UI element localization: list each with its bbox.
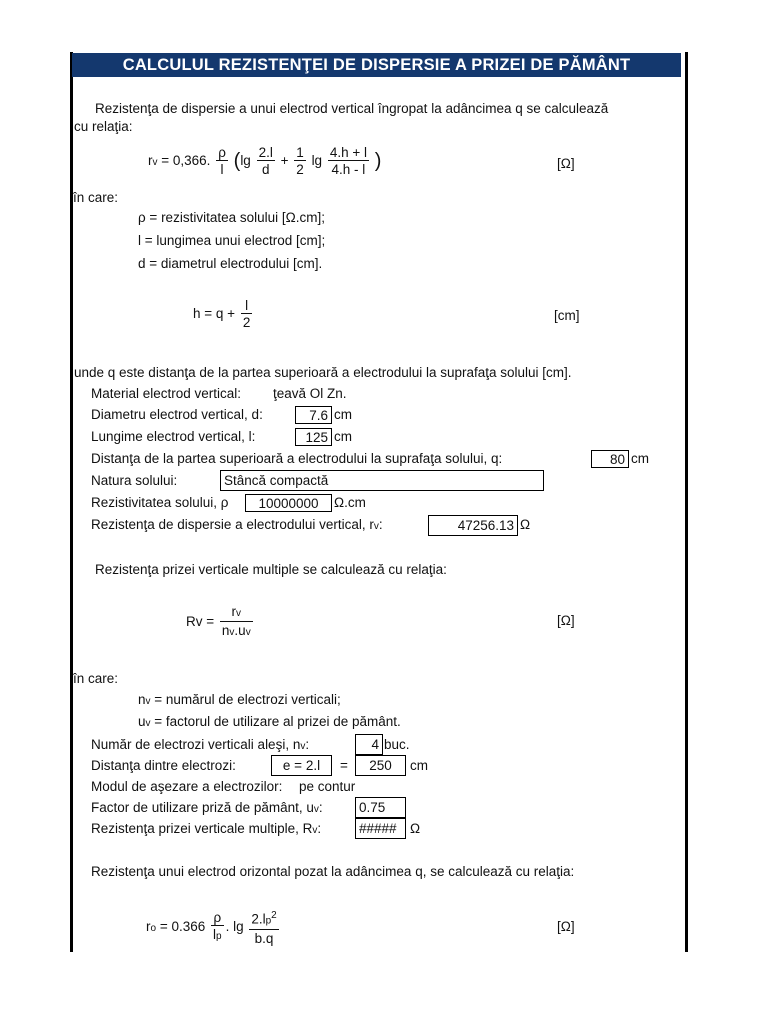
unde-text: unde q este distanţa de la partea superioară a electrodului la suprafaţa solului [cm].	[74, 365, 572, 380]
electrode-count-input[interactable]: 4	[355, 734, 383, 755]
length-input[interactable]: 125	[295, 428, 332, 446]
material-value: ţeavă Ol Zn.	[273, 386, 347, 401]
length-unit: cm	[334, 429, 352, 444]
electrode-count-unit: buc.	[384, 737, 410, 752]
intro-text-1: Rezistenţa de dispersie a unui electrod vertical îngropat la adâncimea q se calculează	[95, 101, 609, 116]
intro-text-2: cu relaţia:	[74, 119, 133, 134]
rv-result: 47256.13	[428, 515, 518, 536]
rv-unit: Ω	[520, 517, 531, 532]
formula-rv: rv = 0,366. $\frac{\rho}{l}$ (lg $\frac{2.l}{d}$ + $\frac{1}{2}$ lg $\frac{4.h + l}{4.h - l}$ )	[148, 145, 382, 177]
depth-input[interactable]: 80	[591, 450, 629, 468]
spacing-value: 250	[355, 755, 406, 776]
depth-label: Distanţa de la partea superioară a electrodului la suprafaţa solului, q:	[91, 451, 503, 466]
def-uv: uv = factorul de utilizare al prizei de pământ.	[138, 714, 401, 729]
in-care-label: în care:	[73, 190, 119, 205]
electrode-count-label: Număr de electrozi verticali aleşi, nv:	[91, 737, 310, 752]
formula-Rv-unit: [Ω]	[557, 613, 575, 628]
utilization-label: Factor de utilizare priză de pământ, uv:	[91, 800, 323, 815]
def-nv: nv = numărul de electrozi verticali;	[138, 692, 341, 707]
depth-unit: cm	[631, 451, 649, 466]
def-d: d = diametrul electrodului [cm].	[138, 256, 323, 271]
layout-mode-value: pe contur	[299, 779, 356, 794]
length-label: Lungime electrod vertical, l:	[91, 429, 256, 444]
formula-h: h = q + $\frac{l}{2}$	[193, 298, 251, 330]
spacing-formula: e = 2.l	[271, 755, 332, 776]
resistivity-label: Rezistivitatea solului, ρ	[91, 495, 229, 510]
intro-text-4: Rezistenţa unui electrod orizontal pozat la adâncimea q, se calculează cu relaţia:	[91, 864, 575, 879]
layout-mode-label: Modul de aşezare a electrozilor:	[91, 779, 283, 794]
spacing-label: Distanţa dintre electrozi:	[91, 758, 236, 773]
resistivity-input[interactable]: 10000000	[245, 494, 332, 512]
resistivity-unit: Ω.cm	[334, 495, 366, 510]
diameter-unit: cm	[334, 407, 352, 422]
soil-type-field[interactable]: Stâncă compactă	[220, 470, 544, 491]
multiple-resistance-unit: Ω	[410, 821, 421, 836]
def-l: l = lungimea unui electrod [cm];	[138, 233, 326, 248]
rv-label: Rezistenţa de dispersie a electrodului vertical, rv:	[91, 517, 383, 532]
formula-h-unit: [cm]	[554, 308, 580, 323]
in-care-label-2: în care:	[73, 671, 119, 686]
soil-label: Natura solului:	[91, 473, 178, 488]
multiple-resistance-result: #####	[355, 818, 406, 839]
multiple-resistance-label: Rezistenţa prizei verticale multiple, Rv:	[91, 821, 322, 836]
spacing-equals: =	[340, 758, 348, 773]
formula-ro: ro = 0.366 $\frac{\rho}{lp}$ . lg $\frac{2.lp^2}{b.q}$	[146, 909, 277, 946]
formula-Rv: Rv = $\frac{rv}{nv.uv}$	[186, 604, 251, 638]
diameter-input[interactable]: 7.6	[295, 406, 332, 424]
formula-ro-unit: [Ω]	[557, 919, 575, 934]
material-label: Material electrod vertical:	[91, 386, 242, 401]
spacing-unit: cm	[410, 758, 428, 773]
intro-text-3: Rezistenţa prizei verticale multiple se calculează cu relaţia:	[95, 562, 447, 577]
page-title: CALCULUL REZISTENŢEI DE DISPERSIE A PRIZEI DE PĂMÂNT	[72, 53, 681, 77]
def-rho: ρ = rezistivitatea solului [Ω.cm];	[138, 210, 325, 225]
utilization-input[interactable]: 0.75	[355, 797, 406, 818]
diameter-label: Diametru electrod vertical, d:	[91, 407, 263, 422]
formula-rv-unit: [Ω]	[557, 156, 575, 171]
